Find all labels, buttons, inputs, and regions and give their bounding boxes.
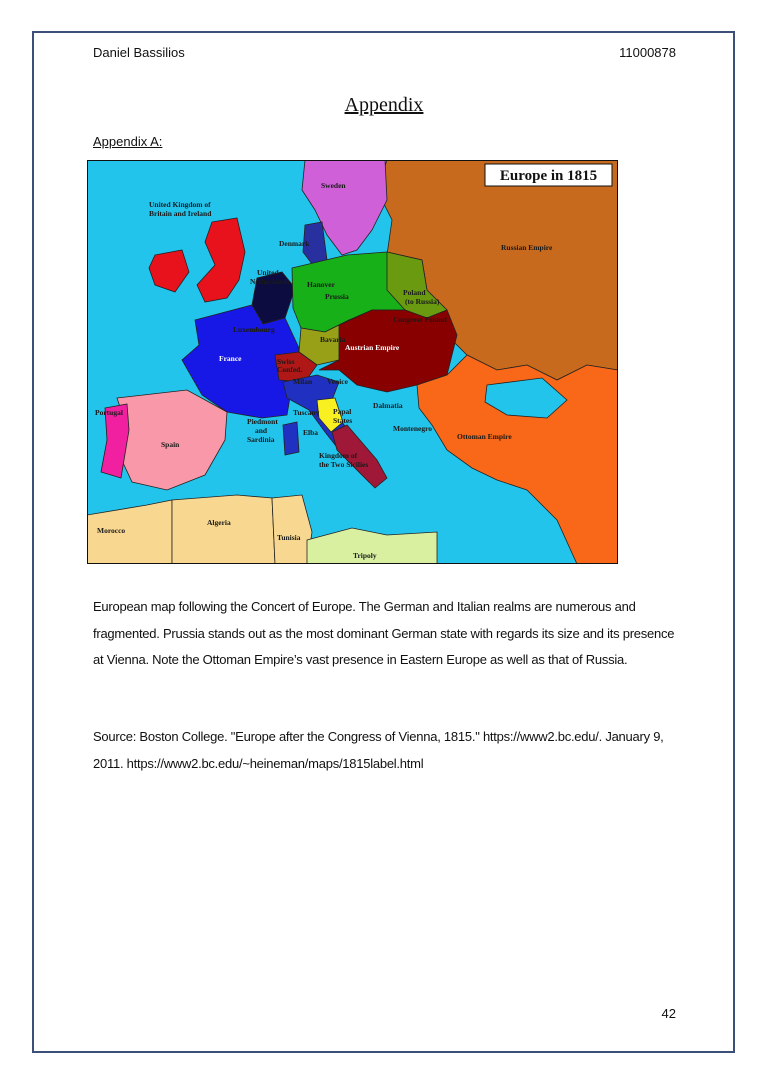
label-tuscany: Tuscany <box>293 408 320 417</box>
label-swiss-1: Swiss <box>277 357 295 366</box>
label-poland-1: Poland <box>403 288 426 297</box>
label-milan: Milan <box>293 377 313 386</box>
label-uk-2: Britain and Ireland <box>149 209 212 218</box>
label-papal-2: States <box>333 416 353 425</box>
map-title: Europe in 1815 <box>499 168 598 184</box>
label-piedmont-1: Piedmont <box>247 417 278 426</box>
label-montenegro: Montenegro <box>393 424 433 433</box>
label-piedmont-3: Sardinia <box>247 435 275 444</box>
region-sardinia <box>283 422 299 455</box>
label-congress-poland: Congress Poland <box>393 315 447 324</box>
map-svg <box>87 160 618 564</box>
appendix-label: Appendix A: <box>93 134 163 149</box>
label-two-sicilies-1: Kingdom of <box>319 451 358 460</box>
map-source: Source: Boston College. "Europe after the Congress of Vienna, 1815." https://www2.bc.edu/. January 9, 2011. https://www2.bc.edu/~heineman/maps/1815label.html <box>93 729 664 771</box>
label-netherlands-1: United <box>257 268 279 277</box>
header-author: Daniel Bassilios <box>93 45 185 60</box>
label-netherlands-2: Netherlands <box>250 277 290 286</box>
europe-1815-map <box>87 160 618 564</box>
label-hanover: Hanover <box>307 280 335 289</box>
label-poland-2: (to Russia) <box>405 297 440 306</box>
label-portugal: Portugal <box>95 408 123 417</box>
label-austrian-empire: Austrian Empire <box>345 343 400 352</box>
label-dalmatia: Dalmatia <box>373 401 403 410</box>
label-bavaria: Bavaria <box>320 335 346 344</box>
label-papal-1: Papal <box>333 407 352 416</box>
label-piedmont-2: and <box>255 426 268 435</box>
label-spain: Spain <box>161 440 180 449</box>
label-sweden: Sweden <box>321 181 346 190</box>
page-number: 42 <box>661 1006 676 1021</box>
page-title: Appendix <box>344 94 424 116</box>
label-algeria: Algeria <box>207 518 231 527</box>
label-swiss-2: Confed. <box>277 365 303 374</box>
label-two-sicilies-2: the Two Sicilies <box>319 460 369 469</box>
label-morocco: Morocco <box>97 526 126 535</box>
header-student-id: 11000878 <box>619 45 676 60</box>
label-tripoly: Tripoly <box>353 551 377 560</box>
region-algeria <box>172 495 275 564</box>
label-ottoman-empire: Ottoman Empire <box>457 432 512 441</box>
label-tunisia: Tunisia <box>277 533 301 542</box>
label-venice: Venice <box>327 377 348 386</box>
label-luxembourg: Luxembourg <box>233 325 275 334</box>
label-denmark: Denmark <box>279 239 310 248</box>
map-caption: European map following the Concert of Europe. The German and Italian realms are numerous and fragmented. Prussia stands out as the most dominant German state with regards its size and its presence at Vienna. Note the Ottoman Empire’s vast presence in Eastern Europe as well as that of Russia. <box>93 599 675 667</box>
label-france: France <box>219 354 242 363</box>
label-prussia: Prussia <box>325 292 349 301</box>
label-elba: Elba <box>303 428 319 437</box>
label-uk-1: United Kingdom of <box>149 200 211 209</box>
label-russian-empire: Russian Empire <box>501 243 553 252</box>
